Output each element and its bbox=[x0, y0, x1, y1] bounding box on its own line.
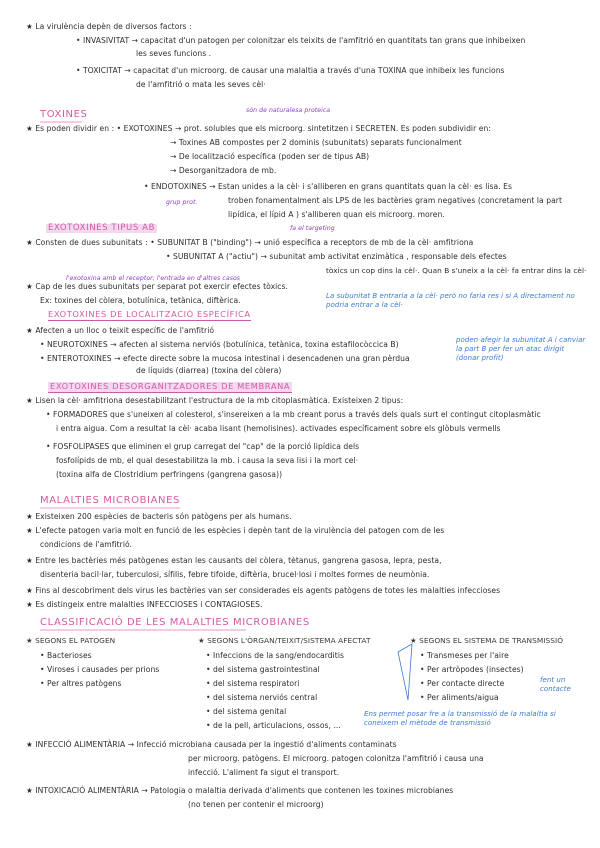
malalties-heading: MALALTIES MICROBIANES bbox=[40, 495, 180, 506]
classif-heading: CLASSIFICACIÓ DE LES MALALTIES MICROBIANES bbox=[40, 617, 310, 628]
malalt-l6: ★ Fins al descobriment dels virus les bactèries van ser considerades els agents patògens de totes les malalties infeccioses bbox=[26, 586, 501, 595]
classif-c1-heading: ★ SEGONS EL PATOGEN bbox=[26, 636, 116, 645]
classif-c3-item: • Transmeses per l'aire bbox=[420, 651, 509, 660]
infeccio-line: ★ INFECCIÓ ALIMENTÀRIA → Infecció microbiana causada per la ingestió d'aliments contaminats bbox=[26, 740, 397, 749]
invasivitat-cont: les seves funcions . bbox=[136, 49, 212, 58]
toxicitat-cont: de l'amfitrió o mata les seves cèl· bbox=[136, 80, 266, 89]
endotoxines-line: • ENDOTOXINES → Estan unides a la cèl· i s'alliberen en grans quantitats quan la cèl· es lisa. Es bbox=[144, 182, 513, 191]
intoxicacio-line: ★ INTOXICACIÓ ALIMENTÀRIA → Patologia o malaltia derivada d'aliments que contenen les toxines microbianes bbox=[26, 786, 454, 795]
ab-subunit-a: • SUBUNITAT A ("actiu") → subunitat amb activitat enzimàtica , responsable dels efectes bbox=[166, 252, 507, 261]
classif-c1-item: • Bacterioses bbox=[40, 651, 92, 660]
proteic-note: són de naturalesa proteica bbox=[246, 107, 331, 114]
malalt-l4: ★ Entre les bactèries més patògenes estan les causants del còlera, tètanus, gangrena gasosa, lepra, pesta, bbox=[26, 556, 442, 565]
desorg-formadores: • FORMADORES que s'uneixen al colesterol, s'insereixen a la mb creant porus a través dels quals surt el contingut citoplasmàtic bbox=[46, 410, 541, 419]
malalt-l5: disenteria bacil·lar, tuberculosi, sífilis, febre tifoide, diftèria, brucel·losi i moltes formes de neumònia. bbox=[40, 570, 430, 579]
desorg-fosfo-cont: fosfolípids de mb, el qual desestabilitza la mb. i causa la seva lisi i la mort cel· bbox=[56, 456, 359, 465]
desorg-formadores-cont: i entra aigua. Com a resultat la cèl· acaba lisant (hemolisines). activades específicament sobre els glòbuls vermells bbox=[56, 424, 501, 433]
transmission-brace bbox=[398, 644, 412, 700]
infeccio-cont1: per microorg. patògens. El microorg. patogen colonitza l'amfitrió i causa una bbox=[188, 754, 484, 763]
malalt-l7: ★ Es distingeix entre malalties INFECCIOSES i CONTAGIOSES. bbox=[26, 600, 263, 609]
invasivitat-line: • INVASIVITAT → capacitat d'un patogen per colonitzar els teixits de l'amfitrió en quantitats tan grans que inhibeixen bbox=[76, 36, 526, 45]
desorg-fosfo-ex: (toxina alfa de Clostridium perfringens (gangrena gasosa)) bbox=[56, 470, 283, 479]
toxines-heading: TOXINES bbox=[40, 109, 88, 120]
malalt-l3: condicions de l'amfitrió. bbox=[40, 540, 133, 549]
virulence-intro: ★ La virulència depèn de diversos factors : bbox=[26, 22, 192, 31]
ab-profit-note: poden afegir la subunitat A i canviar la part B per fer un atac dirigit (donar profit) bbox=[456, 336, 586, 362]
toxines-localitzacio: → De localització específica (poden ser de tipus AB) bbox=[170, 152, 370, 161]
classif-c3-heading: ★ SEGONS EL SISTEMA DE TRANSMISSIÓ bbox=[410, 636, 564, 645]
toxines-divide: ★ Es poden dividir en : • EXOTOXINES → prot. solubles que els microorg. sintetitzen i SECRETEN. Es poden subdividir en: bbox=[26, 124, 491, 133]
classif-c2-item: • de la pell, articulacions, ossos, ... bbox=[206, 721, 341, 730]
toxines-desorg: → Desorganitzadora de mb. bbox=[170, 166, 277, 175]
classif-c2-heading: ★ SEGONS L'ÒRGAN/TEIXIT/SISTEMA AFECTAT bbox=[198, 636, 371, 645]
endotoxines-cont1: troben fonamentalment als LPS de les bactèries gram negatives (concretament la part bbox=[228, 196, 562, 205]
spec-entero-cont: de líquids (diarrea) (toxina del còlera) bbox=[136, 366, 282, 375]
malalt-l1: ★ Existeixen 200 espècies de bacteris són patògens per als humans. bbox=[26, 512, 292, 521]
desorg-heading: EXOTOXINES DESORGANITZADORES DE MEMBRANA bbox=[50, 381, 291, 391]
ab-subunits: ★ Consten de dues subunitats : • SUBUNITAT B ("binding") → unió específica a receptors de mb de la cèl· amfitriona bbox=[26, 238, 474, 247]
ab-subunit-note: La subunitat B entraria a la cèl· però no faria res i si A directament no podria entrar a la cèl· bbox=[326, 292, 575, 309]
classif-c1-item: • Viroses i causades per prions bbox=[40, 665, 160, 674]
toxicitat-line: • TOXICITAT → capacitat d'un microorg. de causar una malaltia a través d'una TOXINA que inhibeix les funcions bbox=[76, 66, 505, 75]
ab-receptor-note: l'exotoxina amb el receptor; l'entrada en d'altres casos bbox=[66, 275, 241, 282]
classif-c3-item: • Per contacte directe bbox=[420, 679, 505, 688]
endotoxines-cont2: lipídica, el lípid A ) s'alliberen quan els microorg. moren. bbox=[228, 210, 445, 219]
intoxicacio-cont: (no tenen per contenir el microorg) bbox=[188, 800, 324, 809]
grup-prot-note: grup prot. bbox=[166, 199, 198, 206]
classif-c3-item: • Per artròpodes (insectes) bbox=[420, 665, 524, 674]
classif-c3-item: • Per aliments/aigua bbox=[420, 693, 499, 702]
classif-c2-item: • del sistema genital bbox=[206, 707, 287, 716]
spec-heading: EXOTOXINES DE LOCALITZACIÓ ESPECÍFICA bbox=[48, 309, 251, 319]
spec-neuro: • NEUROTOXINES → afecten al sistema nerviós (botulínica, tetànica, toxina estafilocòccica B) bbox=[40, 340, 399, 349]
classif-c2-item: • del sistema respiratori bbox=[206, 679, 300, 688]
classif-c2-item: • del sistema gastrointestinal bbox=[206, 665, 320, 674]
spec-entero: • ENTEROTOXINES → efecte directe sobre la mucosa intestinal i desencadenen una gran pèrdua bbox=[40, 354, 410, 363]
toxines-ab: → Toxines AB compostes per 2 dominis (subunitats) separats funcionalment bbox=[170, 138, 462, 147]
ab-examples: Ex: toxines del còlera, botulínica, tetànica, diftèrica. bbox=[40, 296, 241, 305]
classif-c3-note: fent un contacte bbox=[540, 676, 571, 693]
classif-c2-item: • del sistema nerviós central bbox=[206, 693, 318, 702]
desorg-fosfo: • FOSFOLIPASES que eliminen el grup carregat del "cap" de la porció lipídica dels bbox=[46, 442, 360, 451]
classif-c1-item: • Per altres patògens bbox=[40, 679, 122, 688]
infeccio-cont2: infecció. L'aliment fa sigut el transport. bbox=[188, 768, 340, 777]
desorg-line1: ★ Lisen la cèl· amfitriona desestabilitzant l'estructura de la mb citoplasmàtica. Existeixen 2 tipus: bbox=[26, 396, 404, 405]
targeting-note: fa el targeting bbox=[290, 225, 335, 232]
classif-c3-bottom-note: Ens permet posar fre a la transmissió de la malaltia si coneixem el mètode de transmissió bbox=[364, 710, 556, 727]
classif-c2-item: • Infeccions de la sang/endocarditis bbox=[206, 651, 345, 660]
malalt-l2: ★ L'efecte patogen varia molt en funció de les espècies i depèn tant de la virulència del patogen com de les bbox=[26, 526, 445, 535]
ab-no-tox: ★ Cap de les dues subunitats per separat pot exercir efectes tòxics. bbox=[26, 282, 288, 291]
spec-line1: ★ Afecten a un lloc o teixit específic de l'amfitrió bbox=[26, 326, 215, 335]
ab-subunit-a-cont: tòxics un cop dins la cèl·. Quan B s'uneix a la cèl· fa entrar dins la cèl· bbox=[326, 266, 587, 275]
exotoxines-ab-heading: EXOTOXINES TIPUS AB bbox=[48, 223, 156, 233]
